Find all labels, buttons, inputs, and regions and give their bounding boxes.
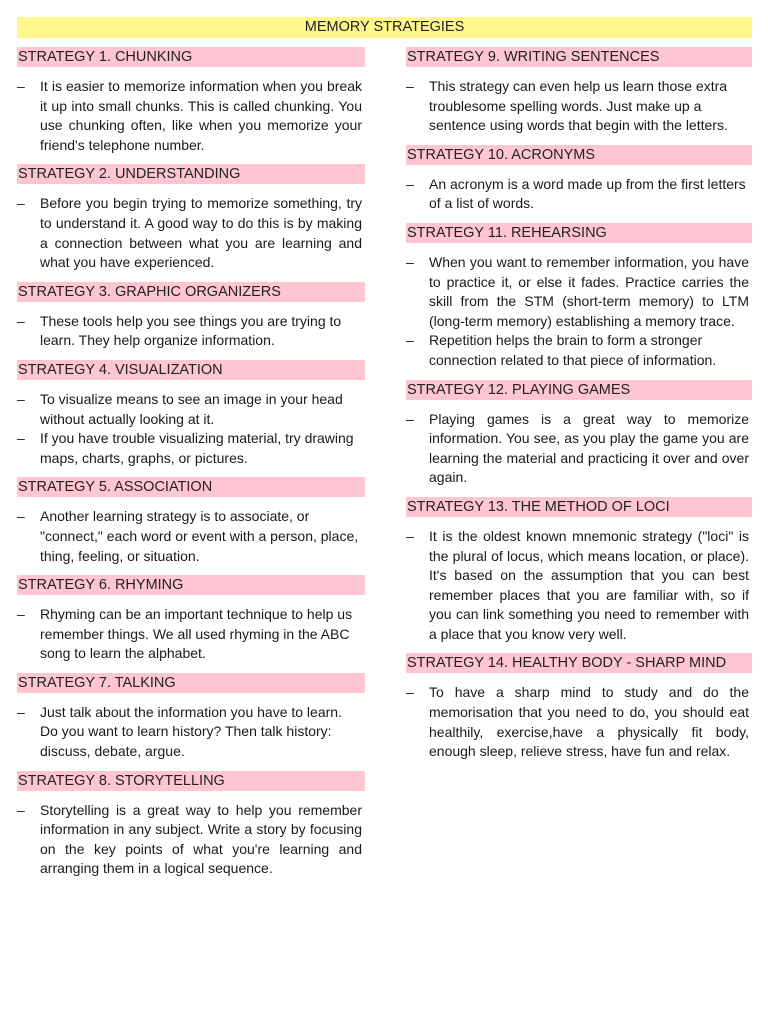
bullet-item: – To visualize means to see an image in your head without actually looking at it. [17,390,343,427]
strategy-heading: STRATEGY 11. REHEARSING [406,223,752,243]
strategy-heading: STRATEGY 13. THE METHOD OF LOCI [406,497,752,517]
dash-bullet-icon: – [406,175,414,192]
dash-bullet-icon: – [406,527,414,544]
bullet-item: – An acronym is a word made up from the first letters of a list of words. [406,175,746,212]
strategy-visualization [17,360,365,468]
dash-bullet-icon: – [17,78,25,94]
bullet-item: – Another learning strategy is to associate, or "connect," each word or event with a person, place, thing, feeling, or situation. [17,508,359,564]
dash-bullet-icon: – [17,508,25,525]
bullet-item: – If you have trouble visualizing material, try drawing maps, charts, graphs, or pictures. [17,430,354,466]
strategy-heading: STRATEGY 4. VISUALIZATION [17,360,365,380]
strategy-talking [17,673,365,762]
bullet-item: – Playing games is a great way to memorize information. You see, as you play the game you are learning the material and practicing it over and over again. [406,410,749,486]
strategy-heading: STRATEGY 10. ACRONYMS [406,145,752,165]
strategy-association [17,477,365,566]
dash-bullet-icon: – [17,801,25,818]
bullet-item: – These tools help you see things you are trying to learn. They help organize information. [17,312,342,349]
strategy-storytelling [17,771,365,879]
strategy-heading: STRATEGY 14. HEALTHY BODY - SHARP MIND [406,653,752,673]
dash-bullet-icon: – [406,332,414,349]
strategy-heading: STRATEGY 2. UNDERSTANDING [17,164,365,184]
left-column [17,47,365,888]
dash-bullet-icon: – [17,195,25,212]
strategy-writing-sentences [406,47,752,136]
strategy-heading: STRATEGY 9. WRITING SENTENCES [406,47,752,67]
strategy-rehearsing [406,223,752,371]
bullet-item: – Before you begin trying to memorize something, try to understand it. A good way to do this is by making a connection between what you are learning and what you have experienced. [17,195,362,271]
strategy-heading: STRATEGY 5. ASSOCIATION [17,477,365,497]
strategy-healthy-body [406,653,752,761]
strategy-playing-games [406,380,752,488]
bullet-item: – When you want to remember information, you have to practice it, or else it fades. Practice carries the skill from the STM (short-term memory) to LTM (long-term memory) establishing a memory trace. [406,253,749,329]
strategy-understanding [17,164,365,272]
bullet-item: – Storytelling is a great way to help you remember information in any subject. Write a story by focusing on the key points of what you're learning and arranging them in a logical sequence. [17,801,362,877]
bullet-item: – This strategy can even help us learn those extra troublesome spelling words. Just make up a sentence using words that begin with the letters. [406,78,728,134]
strategy-acronyms [406,145,752,214]
right-column [406,47,752,771]
strategy-method-of-loci [406,497,752,645]
strategy-heading: STRATEGY 1. CHUNKING [17,47,365,67]
dash-bullet-icon: – [406,410,414,427]
dash-bullet-icon: – [406,253,414,270]
dash-bullet-icon: – [17,703,25,720]
strategy-rhyming [17,575,365,664]
bullet-item: – It is the oldest known mnemonic strategy ("loci" is the plural of locus, which means location, or place). It's based on the assumption that you can best remember places that you are familiar with, so if you can link something you need to remember with a place that you know very well. [406,527,749,642]
bullet-item: – Rhyming can be an important technique to help us remember things. We all used rhyming in the ABC song to learn the alphabet. [17,606,353,662]
bullet-item: – It is easier to memorize information when you break it up into small chunks. This is called chunking. You use chunking often, like when you memorize your friend's telephone number. [17,78,362,153]
dash-bullet-icon: – [17,430,25,447]
bullet-item: – To have a sharp mind to study and do the memorisation that you need to do, you should eat healthily, exercise,have a physically fit body, enough sleep, relieve stress, have fun and relax. [406,684,749,760]
dash-bullet-icon: – [406,684,414,701]
bullet-item: – Repetition helps the brain to form a stronger connection related to that piece of information. [406,332,717,368]
strategy-chunking [17,47,365,155]
strategy-heading: STRATEGY 8. STORYTELLING [17,771,365,791]
dash-bullet-icon: – [17,390,25,407]
dash-bullet-icon: – [406,78,414,94]
strategy-heading: STRATEGY 12. PLAYING GAMES [406,380,752,400]
dash-bullet-icon: – [17,312,25,329]
strategy-graphic-organizers [17,282,365,351]
bullet-item: – Just talk about the information you have to learn. Do you want to learn history? Then talk history: discuss, debate, argue. [17,703,342,760]
strategy-heading: STRATEGY 6. RHYMING [17,575,365,595]
strategy-heading: STRATEGY 3. GRAPHIC ORGANIZERS [17,282,365,302]
dash-bullet-icon: – [17,606,25,623]
strategy-heading: STRATEGY 7. TALKING [17,673,365,693]
page-title: MEMORY STRATEGIES [17,17,752,38]
